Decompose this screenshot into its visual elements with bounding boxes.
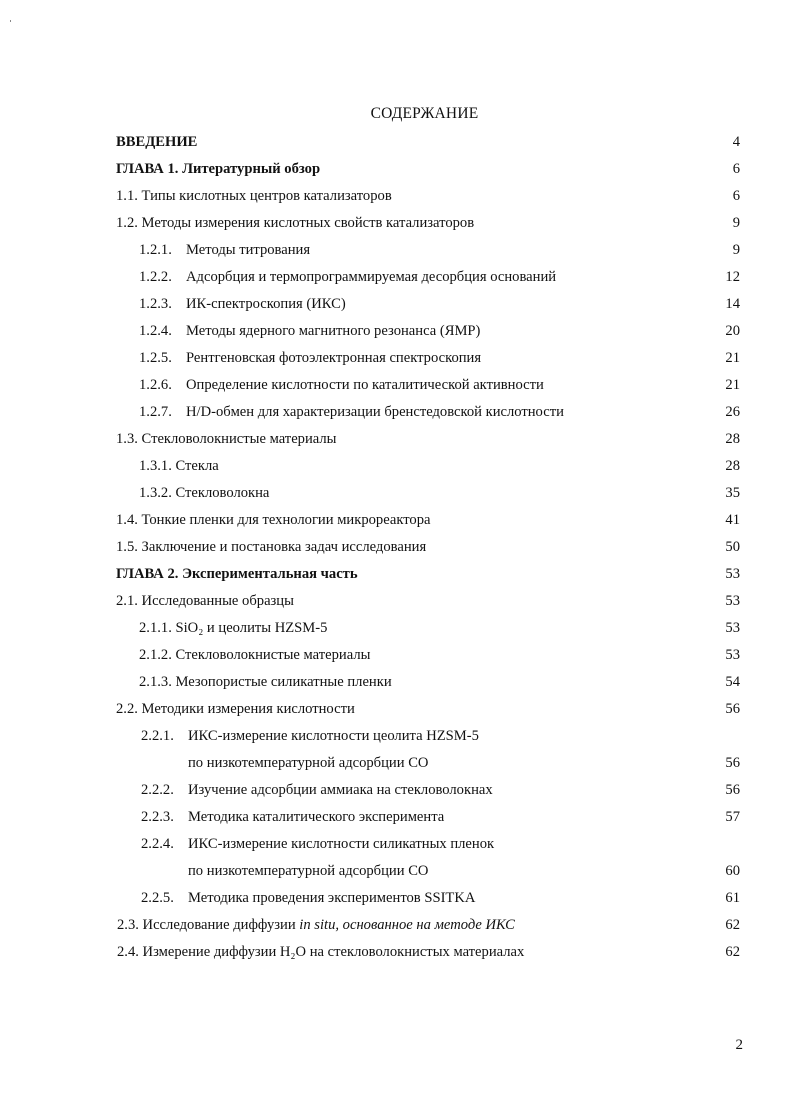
- toc-title: Методика каталитического эксперимента: [188, 809, 445, 825]
- toc-page: 21: [725, 377, 740, 393]
- toc-page: 54: [725, 674, 740, 690]
- toc-page: 20: [725, 323, 740, 339]
- toc-entry-chapter-2[interactable]: [0, 563, 799, 590]
- toc-entry-2-2-4-continued[interactable]: [0, 860, 799, 887]
- toc-page: 28: [725, 458, 740, 474]
- toc-entry-2-1-1[interactable]: [0, 617, 799, 644]
- toc-entry-2-1[interactable]: [0, 590, 799, 617]
- toc-label-text: 2.3. Исследование диффузии: [117, 917, 296, 933]
- toc-entry-1-2-5[interactable]: [0, 347, 799, 374]
- toc-title: Рентгеновская фотоэлектронная спектроскопия: [186, 350, 482, 366]
- toc-entry-1-5[interactable]: [0, 536, 799, 563]
- toc-title: Методы титрования: [186, 242, 311, 258]
- toc-number: 1.2.6.: [139, 377, 172, 393]
- toc-title: Методика проведения экспериментов SSITKA: [188, 890, 476, 906]
- toc-page: 6: [732, 161, 740, 177]
- toc-page: 35: [725, 485, 740, 501]
- toc-number: 1.2.4.: [139, 323, 172, 339]
- toc-page: 62: [725, 917, 740, 933]
- toc-page: 53: [725, 647, 740, 663]
- toc-page: 28: [725, 431, 740, 447]
- toc-entry-1-2-2[interactable]: [0, 266, 799, 293]
- toc-entry-2-2[interactable]: [0, 698, 799, 725]
- toc-entry-1-4[interactable]: [0, 509, 799, 536]
- toc-label: 1.4. Тонкие пленки для технологии микрореактора: [116, 512, 431, 528]
- toc-label: 2.1.2. Стекловолокнистые материалы: [139, 647, 371, 663]
- toc-entry-1-3-2[interactable]: [0, 482, 799, 509]
- toc-title: ИКС-измерение кислотности силикатных пленок: [188, 836, 495, 852]
- toc-title: ИК-спектроскопия (ИКС): [186, 296, 346, 312]
- page-number: 2: [735, 1037, 743, 1053]
- toc-number: 1.2.3.: [139, 296, 172, 312]
- toc-title: Изучение адсорбции аммиака на стекловолокнах: [188, 782, 493, 798]
- toc-label: 1.3.2. Стекловолокна: [139, 485, 270, 501]
- toc-number: 2.2.5.: [141, 890, 174, 906]
- toc-number: 2.2.4.: [141, 836, 174, 852]
- toc-page: 60: [725, 863, 740, 879]
- toc-page: 56: [725, 782, 740, 798]
- toc-label: 1.3. Стекловолокнистые материалы: [116, 431, 337, 447]
- toc-entry-1-2-3[interactable]: [0, 293, 799, 320]
- toc-entry-1-2[interactable]: [0, 212, 799, 239]
- toc-page: 12: [725, 269, 740, 285]
- toc-entry-introduction[interactable]: [0, 131, 799, 158]
- toc-entry-1-2-7[interactable]: [0, 401, 799, 428]
- toc-number: 2.2.2.: [141, 782, 174, 798]
- toc-entry-2-2-5[interactable]: [0, 887, 799, 914]
- toc-title: H/D-обмен для характеризации бренстедовской кислотности: [186, 404, 564, 420]
- toc-page: 56: [725, 701, 740, 717]
- toc-number: 2.2.3.: [141, 809, 174, 825]
- toc-page: 26: [725, 404, 740, 420]
- toc-number: 1.2.2.: [139, 269, 172, 285]
- toc-number: 2.2.1.: [141, 728, 174, 744]
- toc-page: 62: [725, 944, 740, 960]
- toc-page: 61: [725, 890, 740, 906]
- toc-page: 53: [725, 593, 740, 609]
- toc-label: ГЛАВА 2. Экспериментальная часть: [116, 566, 358, 582]
- toc-entry-chapter-1[interactable]: [0, 158, 799, 185]
- toc-number: 1.2.1.: [139, 242, 172, 258]
- toc-entry-1-2-6[interactable]: [0, 374, 799, 401]
- scan-speck: [10, 20, 11, 22]
- toc-page: 41: [725, 512, 740, 528]
- toc-entry-2-2-3[interactable]: [0, 806, 799, 833]
- toc-label: ГЛАВА 1. Литературный обзор: [116, 161, 321, 177]
- toc-page: 56: [725, 755, 740, 771]
- toc-page: 4: [732, 134, 740, 150]
- toc-entry-1-2-1[interactable]: [0, 239, 799, 266]
- toc-page: 53: [725, 620, 740, 636]
- toc-entry-2-3[interactable]: [0, 914, 799, 941]
- toc-label: 2.2. Методики измерения кислотности: [116, 701, 355, 717]
- toc-entry-1-3-1[interactable]: [0, 455, 799, 482]
- toc-label: 2.4. Измерение диффузии H₂O на стекловолокнистых материалах: [117, 944, 525, 960]
- toc-title: по низкотемпературной адсорбции СО: [188, 755, 429, 771]
- toc-page: 9: [732, 242, 740, 258]
- table-of-contents: [0, 131, 799, 968]
- toc-page: 57: [725, 809, 740, 825]
- page-title: СОДЕРЖАНИЕ: [370, 105, 479, 122]
- toc-label: 1.1. Типы кислотных центров катализаторов: [116, 188, 392, 204]
- toc-page: 50: [725, 539, 740, 555]
- toc-entry-2-1-2[interactable]: [0, 644, 799, 671]
- toc-entry-2-1-3[interactable]: [0, 671, 799, 698]
- toc-page: 9: [732, 215, 740, 231]
- toc-title: Адсорбция и термопрограммируемая десорбция оснований: [186, 269, 557, 285]
- toc-entry-2-2-4[interactable]: [0, 833, 799, 860]
- toc-entry-2-2-1[interactable]: [0, 725, 799, 752]
- toc-number: 1.2.7.: [139, 404, 172, 420]
- toc-label: ВВЕДЕНИЕ: [116, 134, 198, 150]
- toc-entry-1-1[interactable]: [0, 185, 799, 212]
- toc-title: Методы ядерного магнитного резонанса (ЯМР): [186, 323, 481, 339]
- toc-label: 1.3.1. Стекла: [139, 458, 219, 474]
- toc-label: 1.2. Методы измерения кислотных свойств катализаторов: [116, 215, 475, 231]
- toc-entry-2-4[interactable]: [0, 941, 799, 968]
- toc-page: 53: [725, 566, 740, 582]
- toc-label: 1.5. Заключение и постановка задач исследования: [116, 539, 427, 555]
- toc-page: 14: [725, 296, 740, 312]
- toc-label: 2.1. Исследованные образцы: [116, 593, 294, 609]
- toc-entry-1-3[interactable]: [0, 428, 799, 455]
- toc-number: 1.2.5.: [139, 350, 172, 366]
- toc-entry-2-2-1-continued[interactable]: [0, 752, 799, 779]
- toc-page: 21: [725, 350, 740, 366]
- toc-title: ИКС-измерение кислотности цеолита HZSM-5: [188, 728, 479, 744]
- toc-label: 2.1.1. SiO₂ и цеолиты HZSM-5: [139, 620, 328, 636]
- toc-label: 2.1.3. Мезопористые силикатные пленки: [139, 674, 392, 690]
- toc-title: по низкотемпературной адсорбции СО: [188, 863, 429, 879]
- toc-page: 6: [732, 188, 740, 204]
- toc-entry-2-2-2[interactable]: [0, 779, 799, 806]
- toc-label: [117, 914, 515, 936]
- toc-label-italic: in situ, основанное на методе ИКС: [299, 917, 515, 933]
- toc-title: Определение кислотности по каталитической активности: [186, 377, 544, 393]
- toc-entry-1-2-4[interactable]: [0, 320, 799, 347]
